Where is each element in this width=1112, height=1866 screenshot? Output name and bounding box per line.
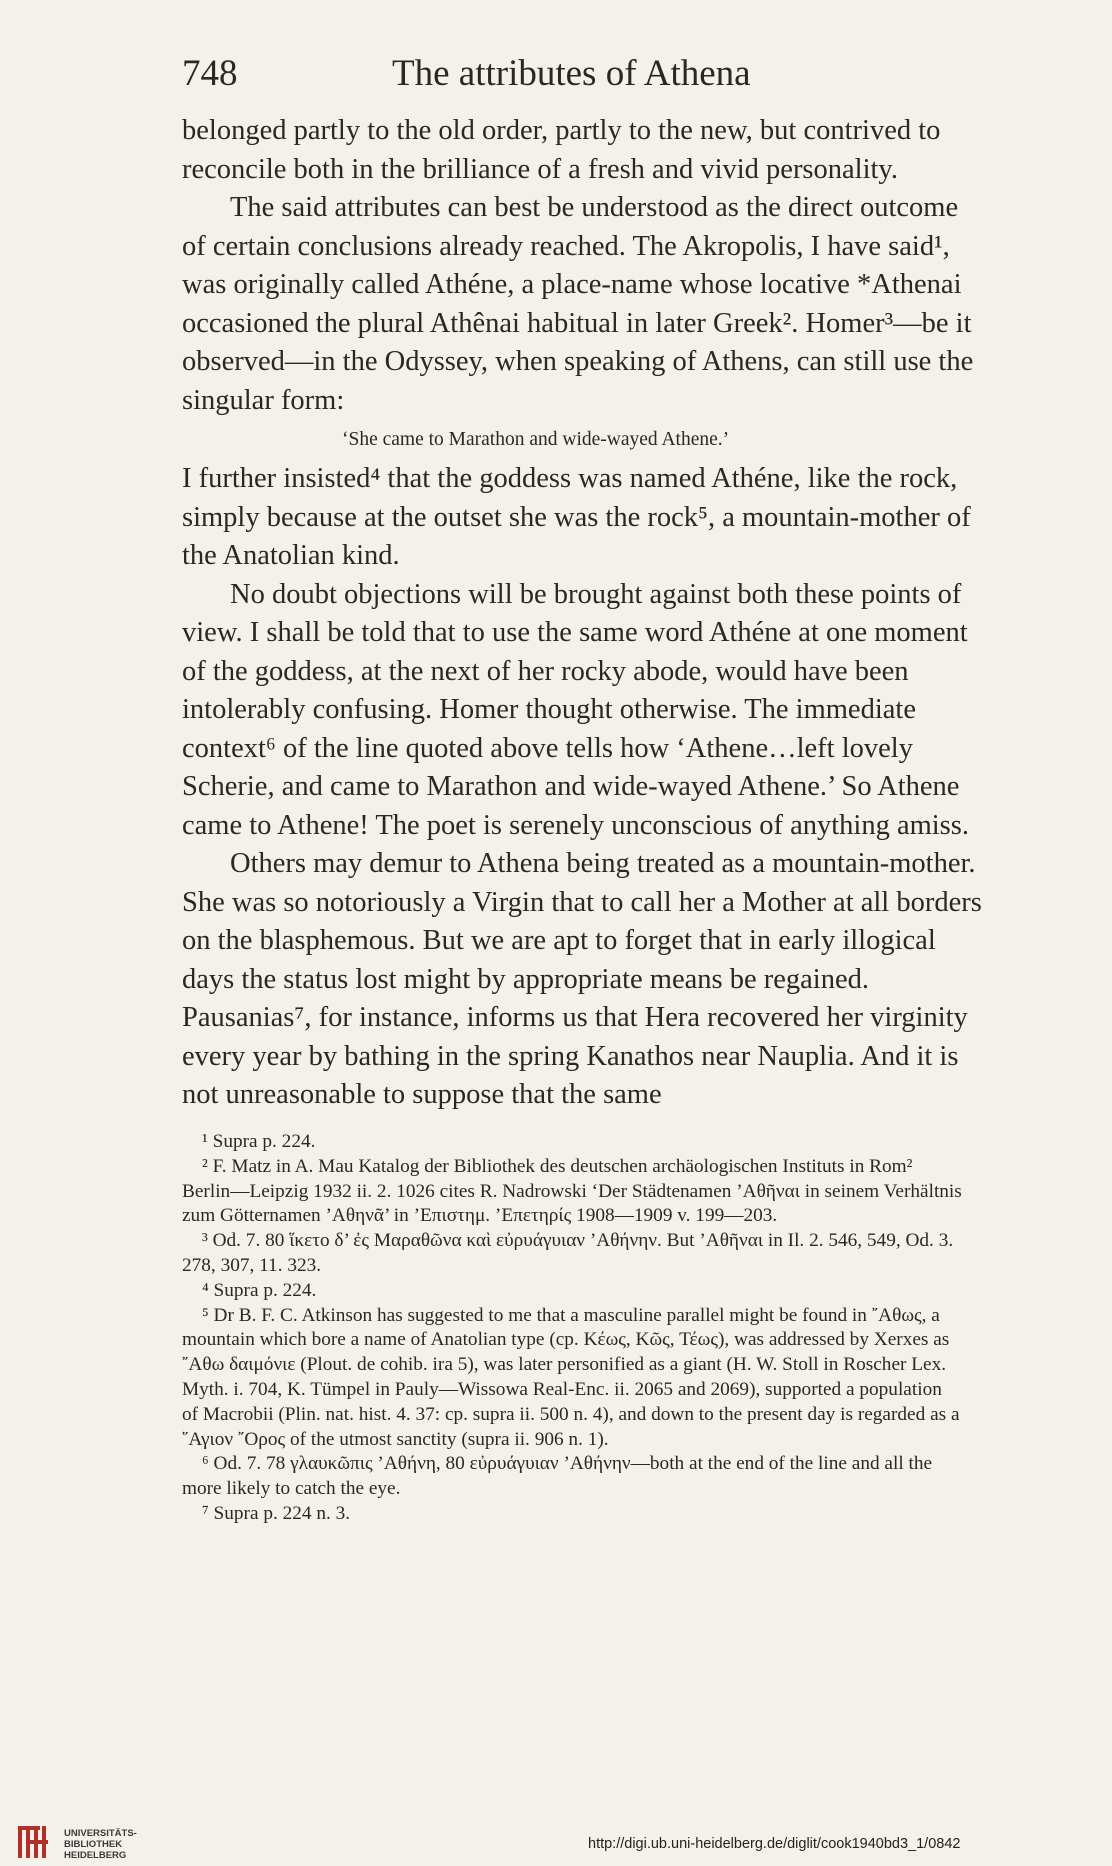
footnote: ⁷ Supra p. 224 n. 3. [202,1502,351,1524]
footnote: ¹ Supra p. 224. [202,1131,316,1152]
footnote: ² F. Matz in A. Mau Katalog der Bibliothek des deutschen archäologischen Instituts in Rom² Berlin—Leipzig 1932 ii. 2. 1026 cites R. Nadrowski ‘Der Städtenamen ’Αθῆναι in seinem Verhältnis zum Götternamen ’Αθηνᾶ’ in ’Επιστημ. ’Επετηρίς 1908—1909 v. 199—203. [182,1155,962,1227]
footnote: ⁶ Od. 7. 78 γλαυκῶπις ’Αθήνη, 80 εὐρυάγυιαν ’Αθήνην—both at the end of the line and all the more likely to catch the eye. [182,1453,933,1500]
main-text [182,112,982,1115]
paragraph: I further insisted⁴ that the goddess was named Athéne, like the rock, simply because at the outset she was the rock⁵, a mountain-mother of the Anatolian kind. [182,463,971,571]
library-name: UNIVERSITÄTS- BIBLIOTHEK HEIDELBERG [64,1828,137,1861]
footnote: ³ Od. 7. 80 ἵκετο δ’ ἐς Μαραθῶνα καὶ εὐρυάγυιαν ’Αθήνην. But ’Αθῆναι in Il. 2. 546, 549, Od. 3. 278, 307, 11. 323. [182,1230,954,1276]
paragraph: belonged partly to the old order, partly to the new, but contrived to reconcile both in the brilliance of a fresh and vivid personality. [182,115,941,185]
library-logo-icon [16,1822,52,1862]
page-number: 748 [182,53,238,94]
paragraph: No doubt objections will be brought against both these points of view. I shall be told that to use the same word Athéne at one moment of the goddess, at the next of her rocky abode, would have been intolerably confusing. Homer thought otherwise. The immediate context⁶ of the line quoted above tells how ‘Athene…left lovely Scherie, and came to Marathon and wide-wayed Athene.’ So Athene came to Athene! The poet is serenely unconscious of anything amiss. [182,578,969,841]
running-title: The attributes of Athena [392,53,751,94]
source-url[interactable]: http://digi.ub.uni-heidelberg.de/diglit/cook1940bd3_1/0842 [588,1836,961,1852]
running-header [182,42,962,102]
footnote: ⁵ Dr B. F. C. Atkinson has suggested to me that a masculine parallel might be found in ῎Αθως, a mountain which bore a name of Anatolian type (cp. Κέως, Κῶς, Τέως), was addressed by Xerxes as ῎Αθω δαιμόνιε (Plout. de cohib. ira 5), was later personified as a giant (H. W. Stoll in Roscher Lex. Myth. i. 704, K. Tümpel in Pauly—Wissowa Real-Enc. ii. 2065 and 2069), supported a population of Macrobii (Plin. nat. hist. 4. 37: cp. supra ii. 500 n. 4), and down to the present day is regarded as a ῞Αγιον ῎Ορος of the utmost sanctity (supra ii. 906 n. 1). [182,1304,960,1450]
paragraph: Others may demur to Athena being treated as a mountain-mother. She was so notoriously a Virgin that to call her a Mother at all borders on the blasphemous. But we are apt to forget that in early illogical days the status lost might by appropriate means be regained. Pausanias⁷, for instance, informs us that Hera recovered her virginity every year by bathing in the spring Kanathos near Nauplia. And it is not unreasonable to suppose that the same [182,848,982,1110]
footnote: ⁴ Supra p. 224. [202,1279,317,1301]
paragraph: The said attributes can best be understood as the direct outcome of certain conclusions already reached. The Akropolis, I have said¹, was originally called Athéne, a place-name whose locative *Athenai occasioned the plural Athênai habitual in later Greek². Homer³—be it observed—in the Odyssey, when speaking of Athens, can still use the singular form: [182,192,974,416]
footnotes [182,1130,962,1527]
library-logo [16,1822,176,1862]
block-quote: ‘She came to Marathon and wide-wayed Athene.’ [342,429,730,450]
